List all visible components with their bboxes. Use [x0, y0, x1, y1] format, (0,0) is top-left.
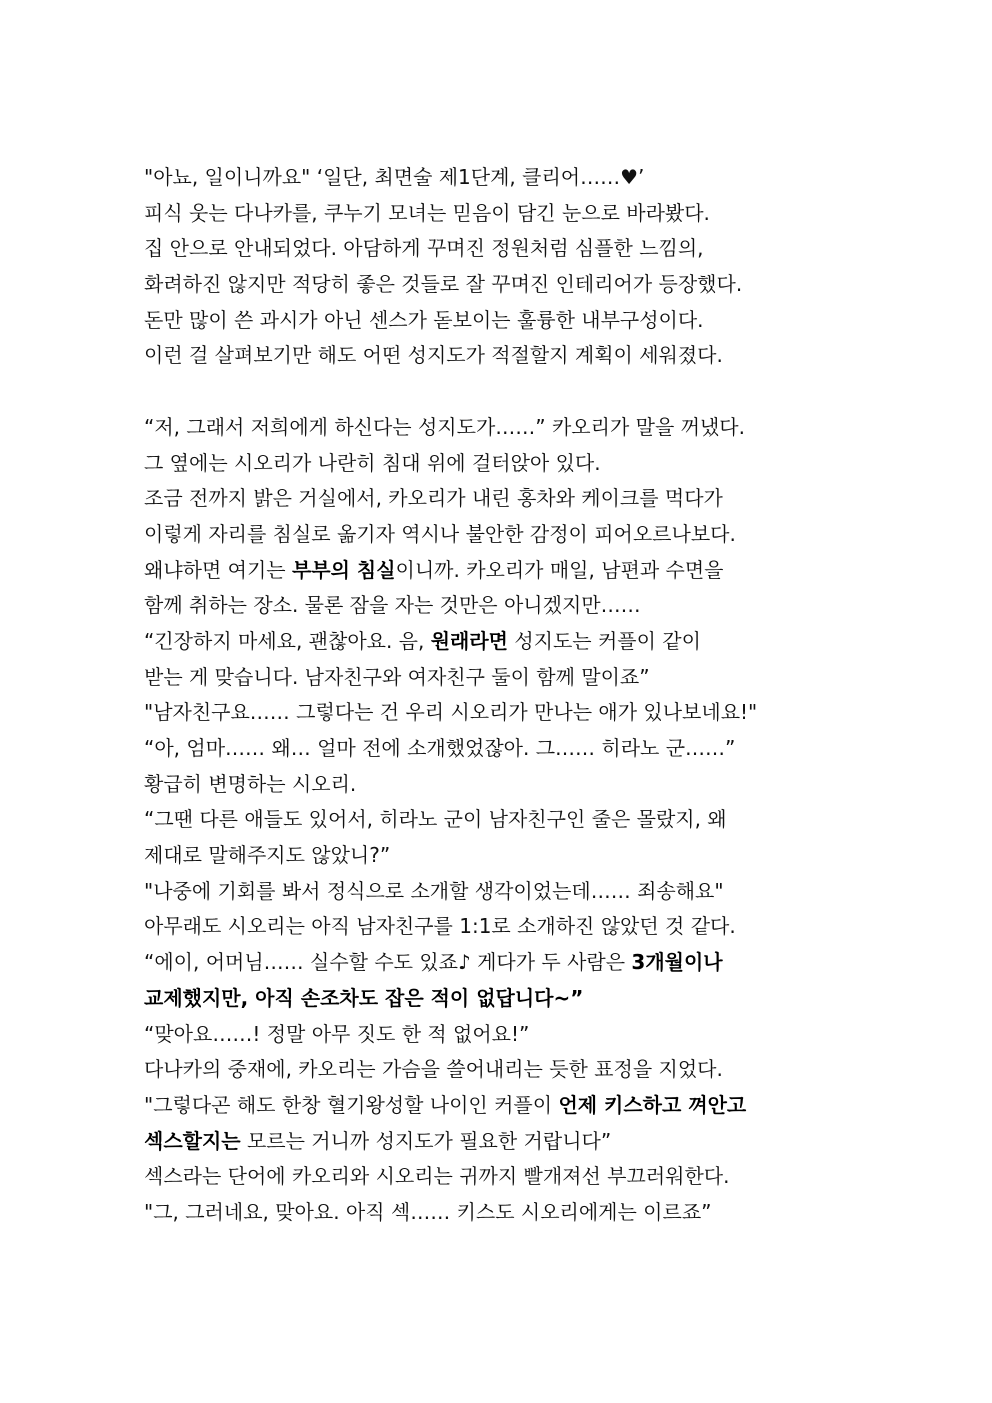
bold-emphasis: 3개월이나 — [631, 950, 723, 975]
bold-emphasis: 원래라면 — [430, 628, 508, 653]
text-line: "남자친구요…… 그렇다는 건 우리 시오리가 만나는 애가 있나보네요!" — [144, 700, 758, 725]
text-line: 집 안으로 안내되었다. 아담하게 꾸며진 정원처럼 심플한 느낌의, — [144, 236, 704, 261]
text-line: “저, 그래서 저희에게 하신다는 성지도가……” 카오리가 말을 꺼냈다. — [144, 414, 745, 439]
text-line: “그땐 다른 애들도 있어서, 히라노 군이 남자친구인 줄은 몰랐지, 왜 — [144, 807, 727, 832]
text-line: 돈만 많이 쓴 과시가 아닌 센스가 돋보이는 훌륭한 내부구성이다. — [144, 307, 704, 332]
text-segment: 이니까. 카오리가 매일, 남편과 수면을 — [395, 557, 724, 582]
text-line — [144, 1124, 874, 1160]
text-segment: 성지도는 커플이 같이 — [507, 628, 701, 653]
text-line: 조금 전까지 밝은 거실에서, 카오리가 내린 홍차와 케이크를 먹다가 — [144, 486, 723, 511]
story-text — [144, 160, 874, 1231]
text-line: 이런 걸 살펴보기만 해도 어떤 성지도가 적절할지 계획이 세워졌다. — [144, 343, 723, 368]
text-line: 제대로 말해주지도 않았니?” — [144, 843, 391, 868]
text-line: “맞아요……! 정말 아무 짓도 한 적 없어요!” — [144, 1021, 530, 1046]
text-line: 이렇게 자리를 침실로 옮기자 역시나 불안한 감정이 피어오르나보다. — [144, 521, 736, 546]
bold-line: 교제했지만, 아직 손조차도 잡은 적이 없답니다~” — [144, 985, 584, 1010]
text-line: 다나카의 중재에, 카오리는 가슴을 쓸어내리는 듯한 표정을 지었다. — [144, 1057, 723, 1082]
text-line — [144, 945, 874, 981]
text-line — [144, 1088, 874, 1124]
text-segment: 왜냐하면 여기는 — [144, 557, 292, 582]
bold-emphasis: 부부의 침실 — [291, 557, 396, 582]
text-segment: "그렇다곤 해도 한창 혈기왕성할 나이인 커플이 — [144, 1092, 559, 1117]
bold-emphasis: 섹스할지는 — [144, 1128, 241, 1153]
text-line — [144, 553, 874, 589]
text-line: "아뇨, 일이니까요" ‘일단, 최면술 제1단계, 클리어……♥’ — [144, 165, 645, 189]
text-line: 아무래도 시오리는 아직 남자친구를 1:1로 소개하진 않았던 것 같다. — [144, 914, 736, 939]
text-line — [144, 624, 874, 660]
text-segment: “에이, 어머님…… 실수할 수도 있죠♪ 게다가 두 사람은 — [144, 950, 632, 975]
text-line: 피식 웃는 다나카를, 쿠누기 모녀는 믿음이 담긴 눈으로 바라봤다. — [144, 200, 710, 225]
text-line: 황급히 변명하는 시오리. — [144, 771, 357, 796]
text-line: “아, 엄마…… 왜… 얼마 전에 소개했었잖아. 그…… 히라노 군……” — [144, 736, 736, 760]
bold-emphasis: 언제 키스하고 껴안고 — [558, 1092, 747, 1117]
text-line: 그 옆에는 시오리가 나란히 침대 위에 걸터앉아 있다. — [144, 450, 601, 475]
text-line: 받는 게 맞습니다. 남자친구와 여자친구 둘이 함께 말이죠” — [144, 664, 650, 689]
text-segment: 모르는 거니까 성지도가 필요한 거랍니다” — [240, 1128, 612, 1153]
text-line: "나중에 기회를 봐서 정식으로 소개할 생각이었는데…… 죄송해요" — [144, 878, 724, 903]
text-line: "그, 그러네요, 맞아요. 아직 섹…… 키스도 시오리에게는 이르죠” — [144, 1199, 712, 1224]
paragraph-gap — [144, 374, 874, 410]
text-line: 섹스라는 단어에 카오리와 시오리는 귀까지 빨개져선 부끄러워한다. — [144, 1164, 730, 1189]
text-line: 함께 취하는 장소. 물론 잠을 자는 것만은 아니겠지만…… — [144, 593, 641, 618]
text-segment: “긴장하지 마세요, 괜찮아요. 음, — [144, 628, 431, 653]
text-line: 화려하진 않지만 적당히 좋은 것들로 잘 꾸며진 인테리어가 등장했다. — [144, 272, 743, 297]
